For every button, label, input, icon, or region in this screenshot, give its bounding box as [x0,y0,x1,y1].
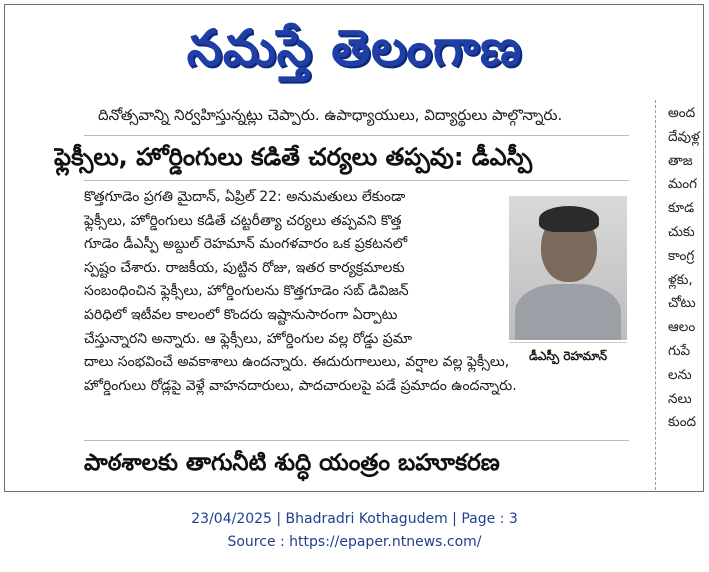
footer-meta: 23/04/2025 | Bhadradri Kothagudem | Page : 3 [191,511,518,527]
headline-rule-bottom [84,180,629,181]
article-line: దాలు సంభవించే అవకాశాలు ఉందన్నారు. ఈదురుగాలులు, వర్షాల వల్ల ఫ్లెక్సీలు, [84,354,510,371]
adjacent-column-fragment: చోటు [668,295,696,312]
adjacent-column [668,102,706,435]
headline-rule-top [84,135,629,136]
adjacent-column-fragment: కుంద [668,414,697,431]
next-article-headline: పాఠశాలకు తాగునీటి శుద్ధి యంత్రం బహూకరణ [84,450,500,476]
footer-source: Source : https://epaper.ntnews.com/ [227,534,482,550]
photo-caption: డీఎస్పీ రెహమాన్ [509,342,627,369]
article-line: ఫ్లెక్సీలు, హోర్డింగులు కడితే చట్టరీత్యా చర్యలు తప్పవని కొత్త [84,212,402,229]
previous-article-tail: దినోత్సవాన్ని నిర్వహిస్తున్నట్లు చెప్పారు. ఉపాధ్యాయులు, విద్యార్థులు పాల్గొన్నారు. [98,106,563,124]
adjacent-column-fragment: ళ్లకు, [668,271,693,288]
article-line: సంబంధించిన ఫ్లెక్సీలు, హోర్డింగులను కొత్తగూడెం సబ్ డివిజన్ [84,283,409,300]
article-line: హోర్డింగులు రోడ్లపై వెళ్లే వాహనదారులు, పాదచారులపై పడే ప్రమాదం ఉందన్నారు. [84,377,517,394]
article-line: పరిధిలో ఇటీవల కాలంలో కొందరు ఇష్టానుసారంగా ఏర్పాటు [84,306,398,323]
adjacent-column-fragment: అంద [668,105,696,121]
photo-figure-hair [539,206,599,232]
photo-figure-body [515,284,621,340]
adjacent-column-fragment: ఆలం [668,319,696,336]
article-line: గూడెం డీఎస్పీ అబ్దుల్ రెహమాన్ మంగళవారం ఒక ప్రకటనలో [84,236,408,253]
article-headline: ఫ్లెక్సీలు, హోర్డింగులు కడితే చర్యలు తప్పవు: డీఎస్పీ [54,143,533,171]
adjacent-column-fragment: చుకు [668,223,695,240]
adjacent-column-fragment: దేవుళ్ల [668,128,700,145]
column-divider [655,100,656,490]
adjacent-column-fragment: మంగ [668,176,697,193]
adjacent-column-fragment: కాంగ్ర [668,247,695,264]
adjacent-column-fragment: కూడ [668,200,695,217]
adjacent-column-fragment: తాజ [668,152,693,169]
dsp-photo [509,196,627,340]
article-line: చేస్తున్నారని అన్నారు. ఆ ఫ్లెక్సీలు, హోర్డింగుల వల్ల రోడ్డు ప్రమా [84,330,413,347]
article-line: స్పష్టం చేశారు. రాజకీయ, పుట్టిన రోజు, ఇతర కార్యక్రమాలకు [84,259,405,276]
next-headline-rule [84,440,629,441]
adjacent-column-fragment: నలు [668,390,692,407]
adjacent-column-fragment: లను [668,366,692,383]
article-line: కొత్తగూడెం ప్రగతి మైదాన్, ఏప్రిల్ 22: అనుమతులు లేకుండా [84,189,406,205]
masthead-logo: నమస్తే తెలంగాణ [186,19,523,77]
adjacent-column-fragment: గుపే [668,342,691,359]
